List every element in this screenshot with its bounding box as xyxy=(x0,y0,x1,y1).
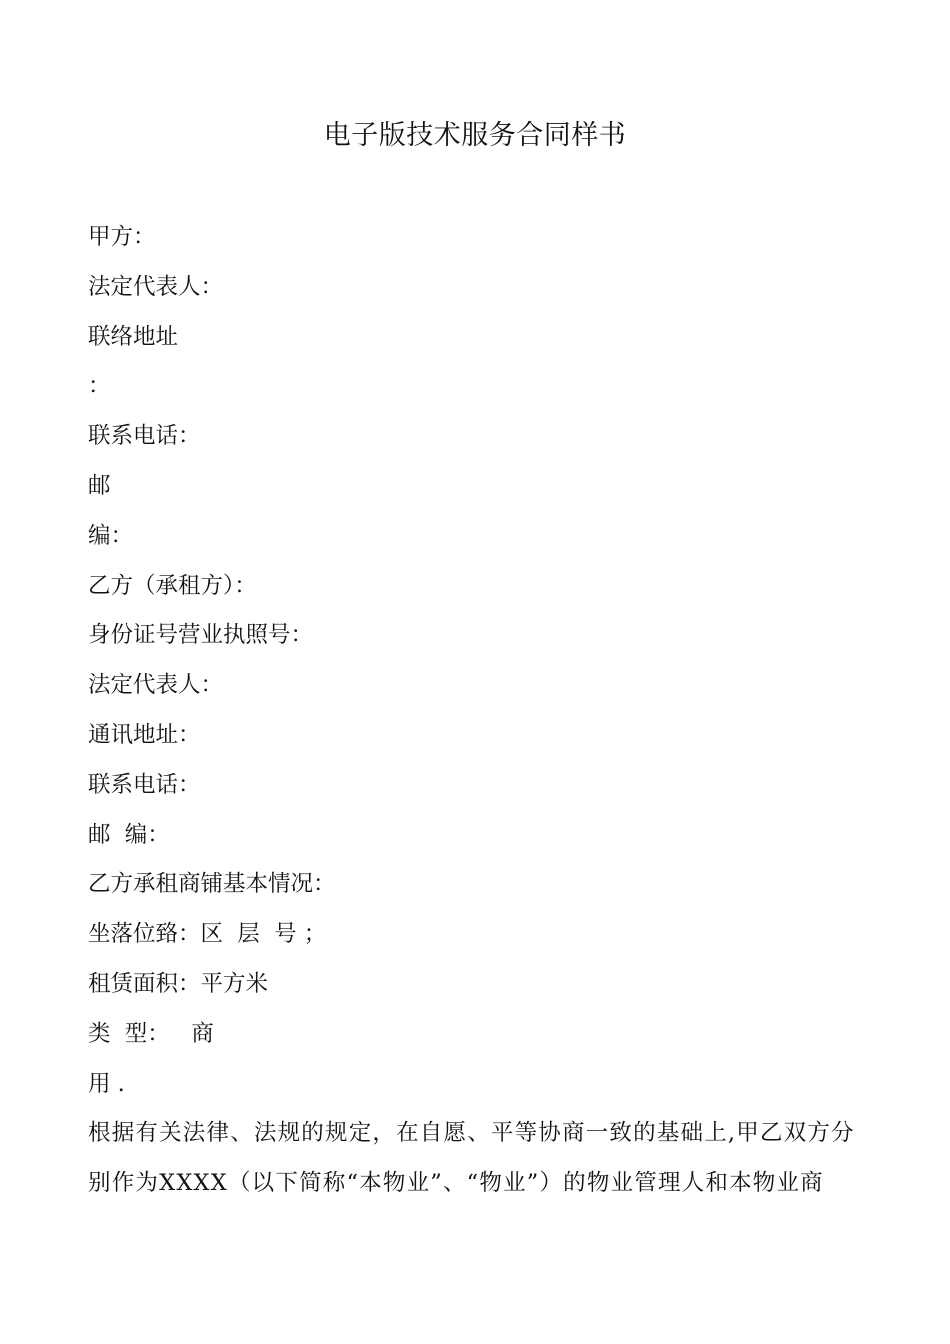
shop-type-label: 类 型： 商 xyxy=(88,1020,214,1047)
party-b-legal-representative-label: 法定代表人： xyxy=(88,672,224,699)
preamble-paragraph-line-1: 根据有关法律、法规的规定，在自愿、平等协商一致的基础上,甲乙双方分 xyxy=(88,1120,855,1147)
id-license-number-label: 身份证号营业执照号： xyxy=(88,622,314,649)
shop-basic-info-heading: 乙方承租商铺基本情况： xyxy=(88,871,336,898)
party-b-contact-phone-label: 联系电话： xyxy=(88,771,201,798)
postcode-label-part2: 编： xyxy=(88,522,134,549)
contact-phone-label: 联系电话： xyxy=(88,423,201,450)
mailing-address-label: 通讯地址： xyxy=(88,721,201,748)
party-b-postcode-label: 邮 编： xyxy=(88,821,170,848)
party-a-label: 甲方： xyxy=(88,224,156,250)
preamble-paragraph-line-2: 别作为XXXX（以下简称“本物业”、“物业”）的物业管理人和本物业商 xyxy=(88,1170,824,1197)
contact-address-colon: ： xyxy=(88,373,111,400)
party-b-label: 乙方（承租方）： xyxy=(88,572,257,599)
contact-address-label: 联络地址 xyxy=(88,323,179,350)
document-body xyxy=(88,215,868,1211)
legal-representative-label: 法定代表人： xyxy=(88,273,224,300)
leased-area-label: 租赁面积：平方米 xyxy=(88,970,269,997)
shop-location-label: 坐落位臵：区 层 号 ； xyxy=(88,921,327,948)
postcode-label-part1: 邮 xyxy=(88,472,111,499)
shop-type-continuation: 用 . xyxy=(88,1070,125,1097)
document-title: 电子版技术服务合同样书 xyxy=(323,120,627,151)
